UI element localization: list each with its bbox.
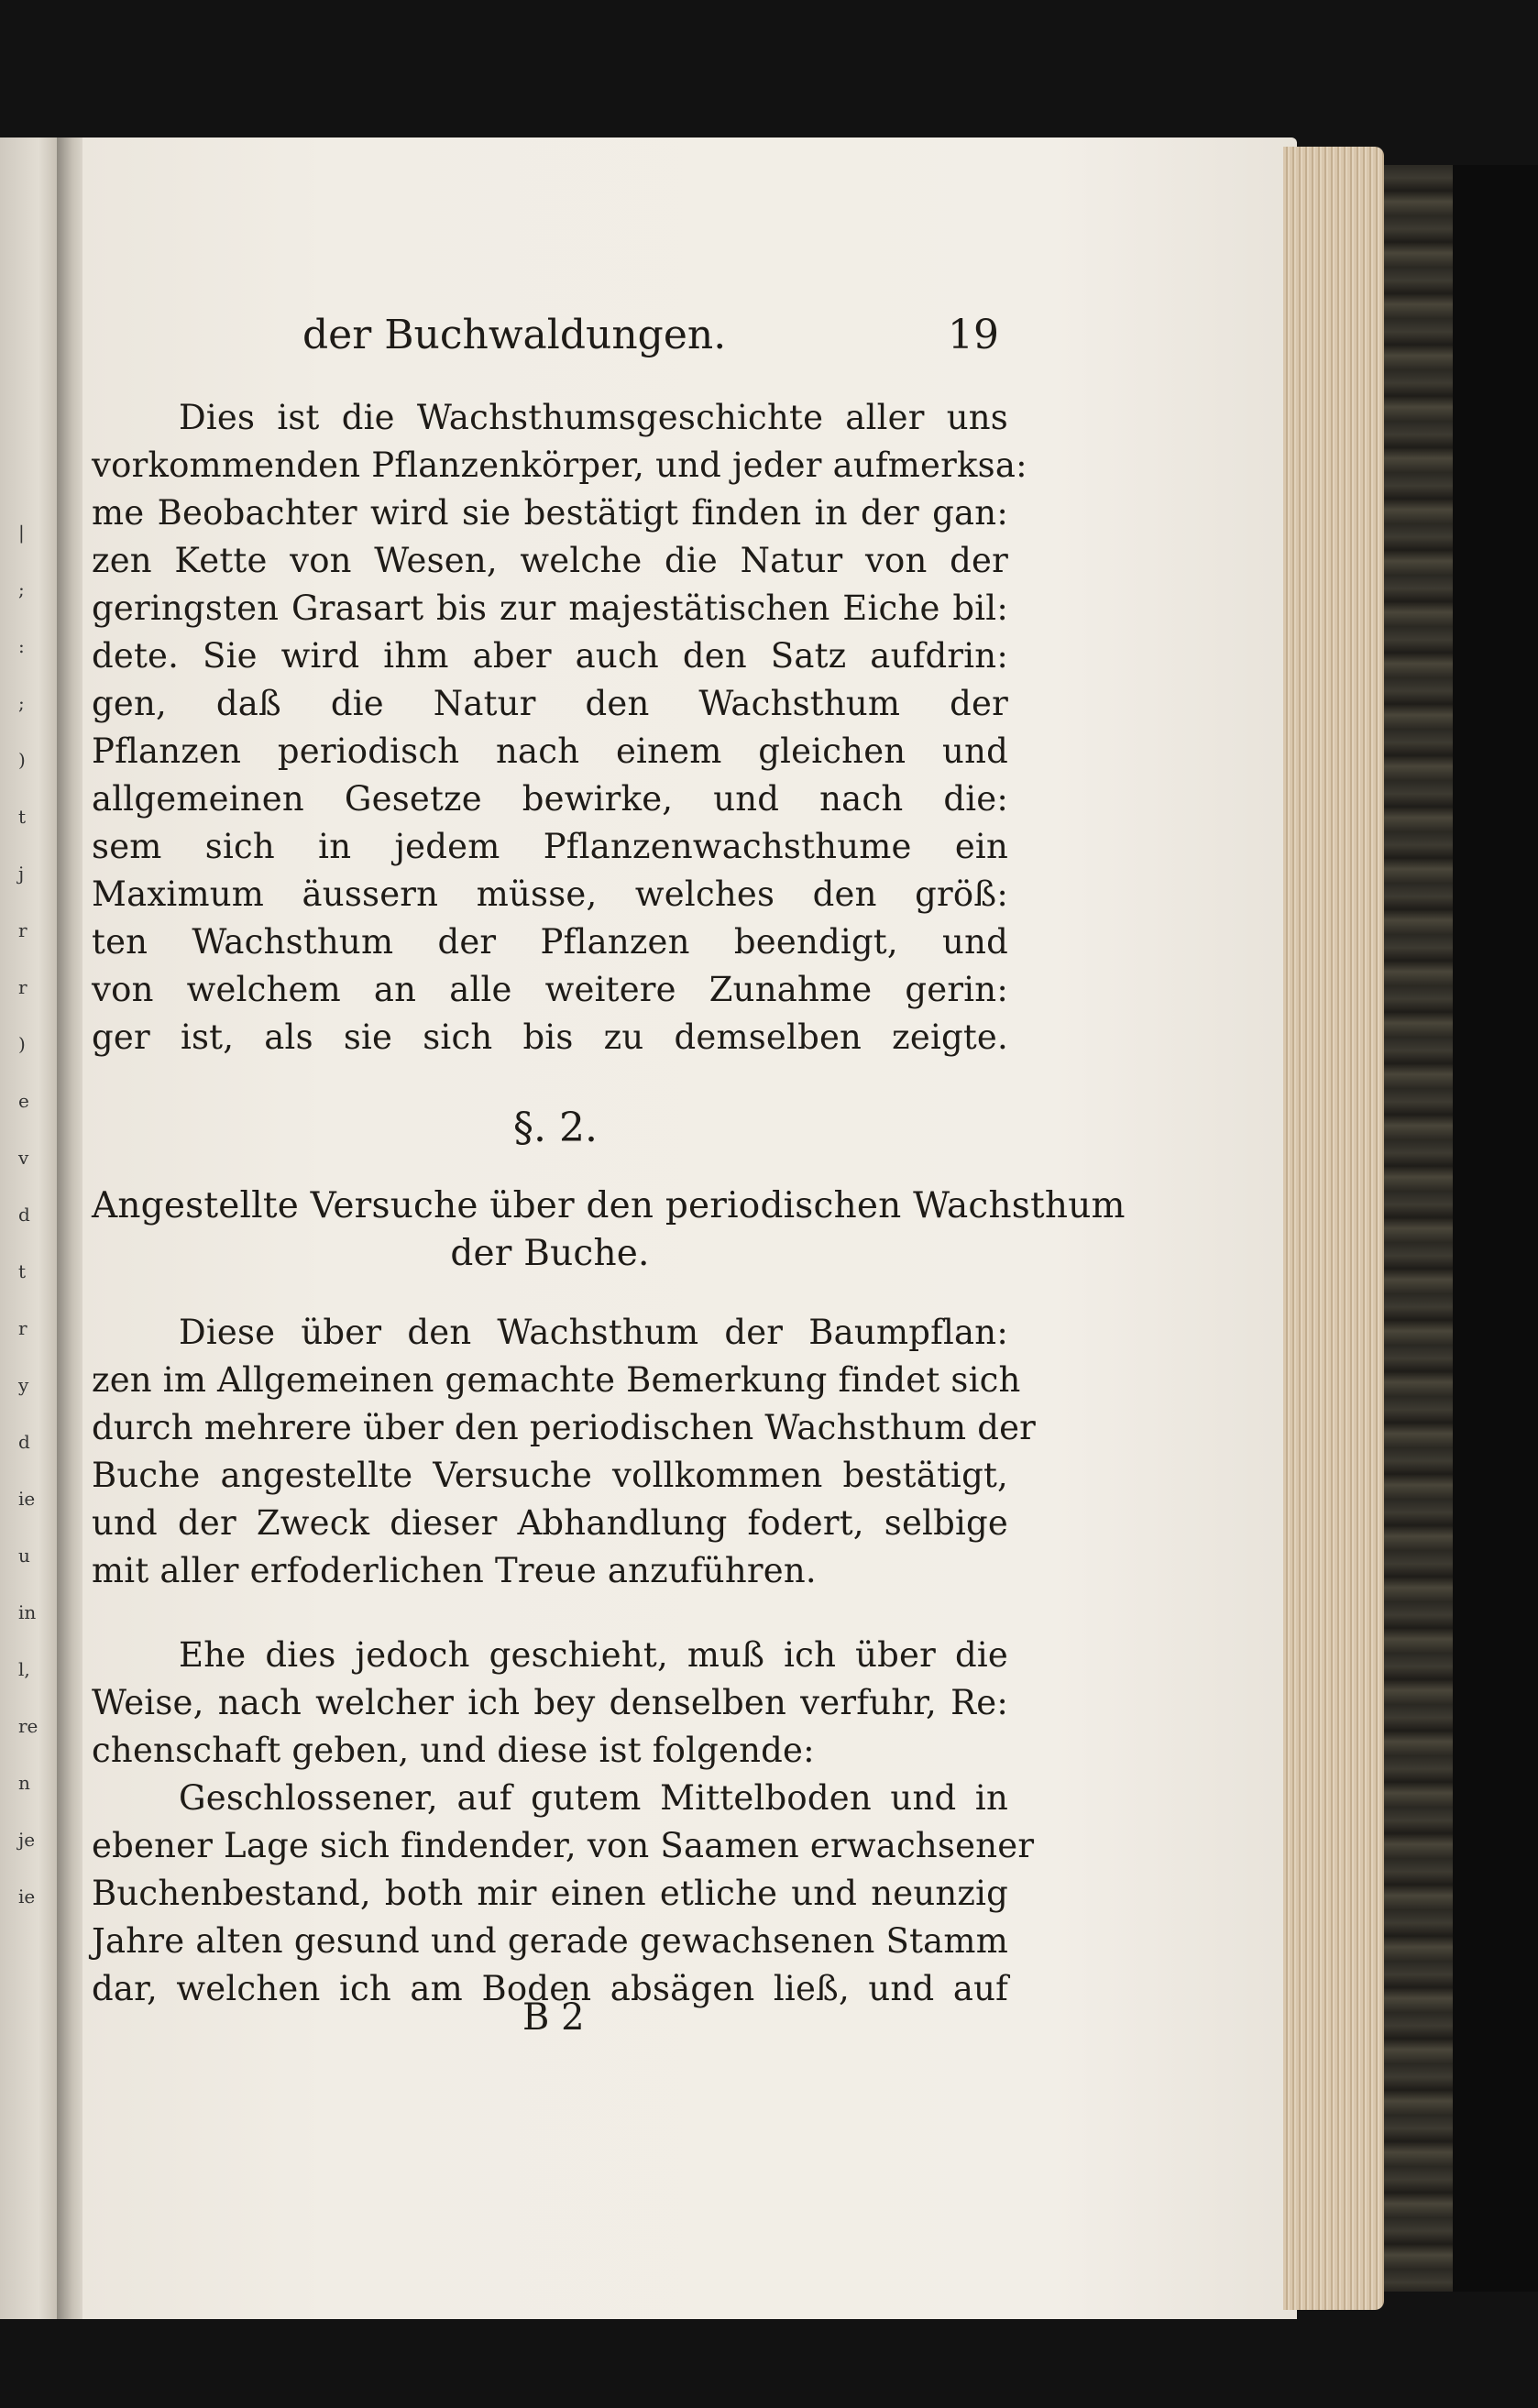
paragraph-4 bbox=[92, 1775, 1035, 2013]
text-line: Weise, nach welcher ich bey denselben verfuhr, Re: bbox=[92, 1683, 1008, 1722]
text-line: ger ist, als sie sich bis zu demselben zeigte. bbox=[92, 1017, 1008, 1057]
text-line: Buche angestellte Versuche vollkommen bestätigt, bbox=[92, 1456, 1008, 1495]
book-cover-edge bbox=[1384, 165, 1453, 2292]
section-heading bbox=[92, 1182, 1126, 1278]
text-line: von welchem an alle weitere Zunahme gerin: bbox=[92, 970, 1008, 1009]
heading-line: Angestellte Versuche über den periodischen Wachsthum bbox=[92, 1185, 1126, 1226]
running-head bbox=[302, 312, 999, 367]
text-line: durch mehrere über den periodischen Wachsthum der bbox=[92, 1408, 1037, 1447]
running-title: der Buchwaldungen. bbox=[302, 312, 727, 358]
text-line: Buchenbestand, both mir einen etliche und neunzig bbox=[92, 1874, 1008, 1913]
text-line: chenschaft geben, und diese ist folgende: bbox=[92, 1731, 815, 1770]
text-line: Geschlossener, auf gutem Mittelboden und in bbox=[179, 1778, 1008, 1818]
paragraph-2 bbox=[92, 1309, 1037, 1595]
heading-line: der Buche. bbox=[450, 1233, 650, 1274]
text-line: gen, daß die Natur den Wachsthum der bbox=[92, 684, 1008, 723]
text-line: vorkommenden Pflanzenkörper, und jeder aufmerksa: bbox=[92, 445, 1027, 485]
page-number: 19 bbox=[948, 312, 999, 358]
text-line: Diese über den Wachsthum der Baumpflan: bbox=[179, 1313, 1008, 1352]
text-line: ten Wachsthum der Pflanzen beendigt, und bbox=[92, 922, 1008, 962]
text-line: sem sich in jedem Pflanzenwachsthume ein bbox=[92, 827, 1008, 866]
text-line: Ehe dies jedoch geschieht, muß ich über die bbox=[179, 1635, 1008, 1675]
section-mark: §. 2. bbox=[513, 1105, 598, 1151]
text-line: me Beobachter wird sie bestätigt finden in der gan: bbox=[92, 493, 1008, 533]
text-line: zen Kette von Wesen, welche die Natur von der bbox=[92, 541, 1008, 580]
text-line: Pflanzen periodisch nach einem gleichen und bbox=[92, 731, 1008, 771]
paragraph-3 bbox=[92, 1632, 1008, 1775]
text-line: und der Zweck dieser Abhandlung fodert, selbige bbox=[92, 1503, 1008, 1543]
text-line: ebener Lage sich findender, von Saamen erwachsener bbox=[92, 1826, 1035, 1865]
text-line: Jahre alten gesund und gerade gewachsenen Stamm bbox=[92, 1921, 1008, 1961]
page-edges bbox=[1283, 147, 1384, 2310]
left-page-text-fragments: | ; : ; ) t j r r ) e v d t r y d ie u in l, re n je ie bbox=[18, 522, 38, 1908]
text-line: zen im Allgemeinen gemachte Bemerkung findet sich bbox=[92, 1360, 1021, 1400]
text-line: geringsten Grasart bis zur majestätischen Eiche bil: bbox=[92, 588, 1008, 628]
cover-shadow bbox=[1453, 165, 1538, 2292]
paragraph-1 bbox=[92, 394, 1027, 1061]
left-page bbox=[0, 137, 64, 2319]
signature-mark: B 2 bbox=[522, 1996, 585, 2039]
text-line: mit aller erfoderlichen Treue anzuführen. bbox=[92, 1551, 817, 1590]
text-line: Maximum äussern müsse, welches den größ: bbox=[92, 874, 1008, 914]
text-line: allgemeinen Gesetze bewirke, und nach die: bbox=[92, 779, 1008, 819]
text-line: dar, welchen ich am Boden absägen ließ, und auf bbox=[92, 1969, 1008, 2008]
text-line: Dies ist die Wachsthumsgeschichte aller uns bbox=[179, 398, 1008, 437]
text-line: dete. Sie wird ihm aber auch den Satz aufdrin: bbox=[92, 636, 1008, 676]
